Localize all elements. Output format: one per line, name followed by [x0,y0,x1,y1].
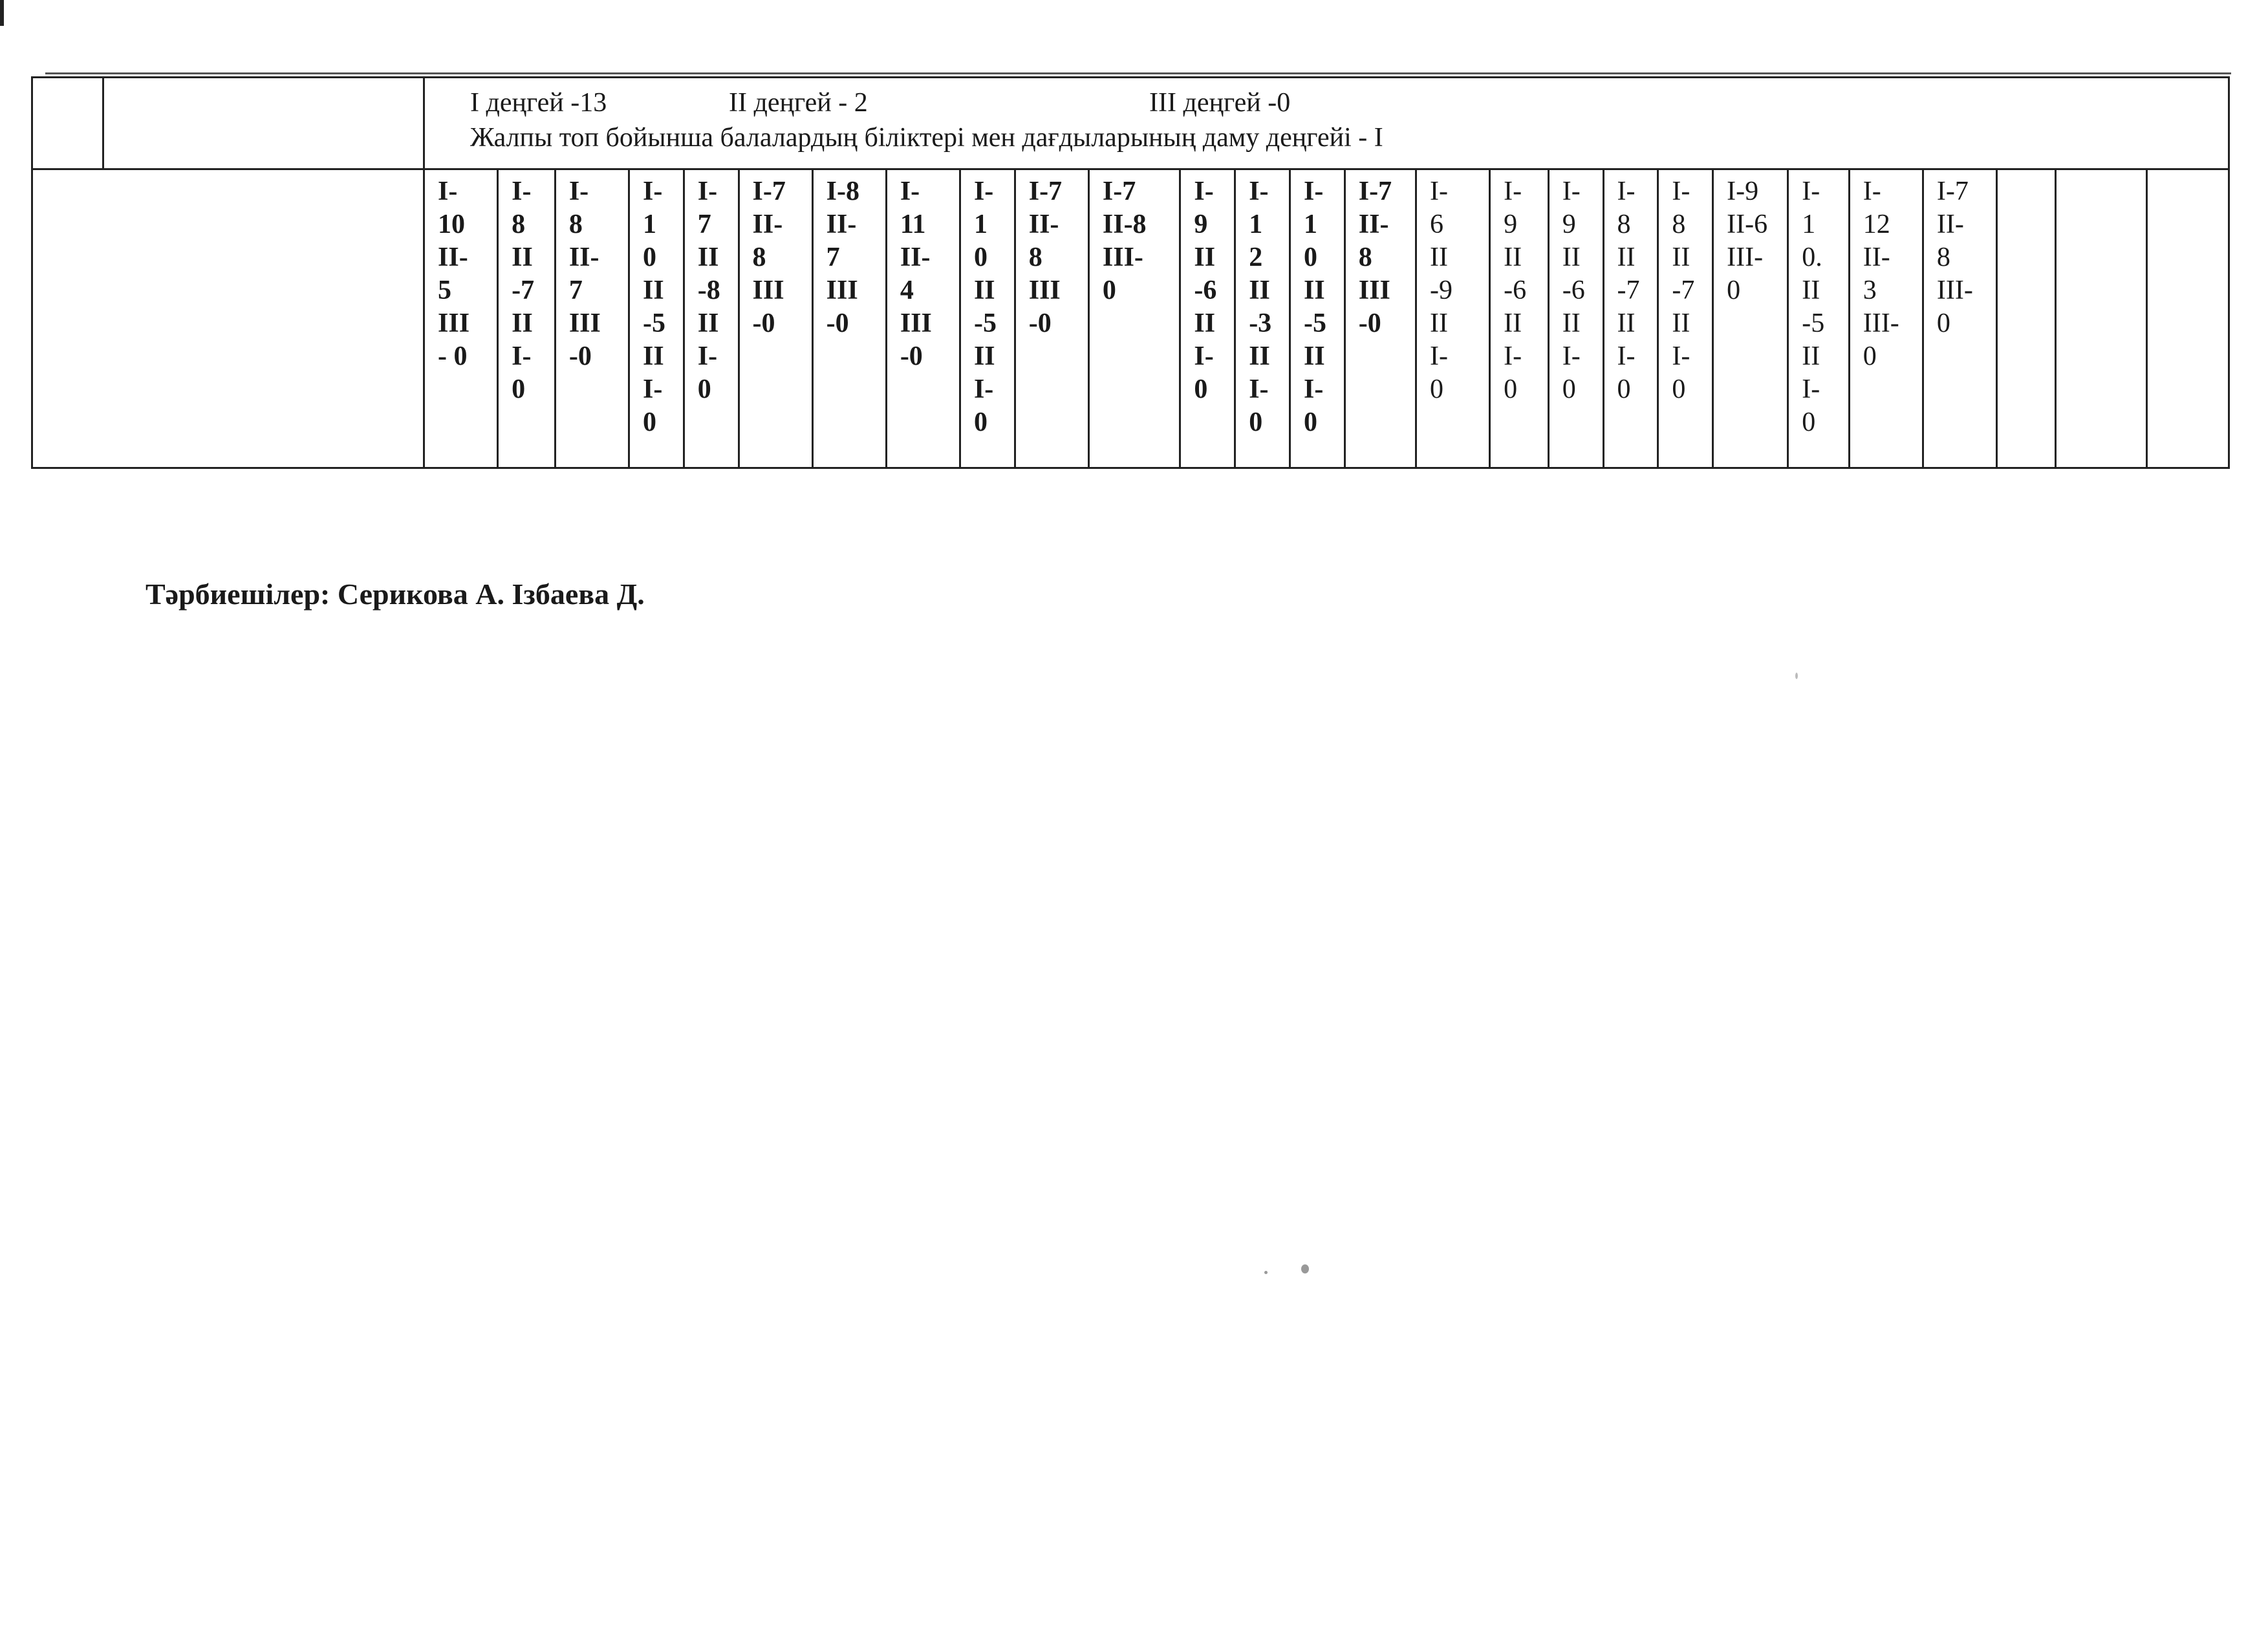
level-cell: І- 1 0 ІІ -5 ІІ І- 0 [1291,170,1346,467]
group-summary: Жалпы топ бойынша балалардың біліктері мен дағдыларының даму деңгейі - І [470,123,1383,153]
level-cell: І-7 ІІ- 8 ІІІ- 0 [1924,170,1998,467]
level-cell: І- 1 0 ІІ -5 ІІ І- 0 [961,170,1016,467]
level-cells [425,170,2228,467]
level-cell: І- 8 ІІ- 7 ІІІ -0 [556,170,630,467]
level-1-count: І деңгей -13 [470,88,607,118]
teachers-signature: Тәрбиешілер: Серикова А. Ізбаева Д. [146,578,645,611]
level-cell: І-7 ІІ- 8 ІІІ -0 [1346,170,1417,467]
level-3-count: ІІІ деңгей -0 [1149,88,1291,118]
page-rule [45,72,2231,74]
level-cell [2148,170,2228,467]
header-cell-levels [425,78,2228,168]
level-cell: І-9 ІІ-6 ІІІ- 0 [1714,170,1789,467]
level-2-count: ІІ деңгей - 2 [729,88,868,118]
level-cell: І- 8 ІІ -7 ІІ І- 0 [1659,170,1714,467]
scan-edge-mark [0,0,4,26]
table-header-row [31,76,2230,170]
level-cell: І- 6 ІІ -9 ІІ І- 0 [1417,170,1491,467]
table-data-row [31,170,2230,469]
scan-speck [1795,673,1798,679]
level-cell: І- 7 ІІ -8 ІІ І- 0 [685,170,740,467]
level-cell: І- 9 ІІ -6 ІІ І- 0 [1491,170,1550,467]
level-cell: І- 11 ІІ- 4 ІІІ -0 [887,170,961,467]
level-cell: І- 10 ІІ- 5 ІІІ - 0 [425,170,499,467]
level-cell: І- 1 0 ІІ -5 ІІ І- 0 [630,170,685,467]
level-cell: І- 12 ІІ- 3 ІІІ- 0 [1850,170,1924,467]
level-cell: І- 9 ІІ -6 ІІ І- 0 [1550,170,1604,467]
level-cell [2057,170,2148,467]
level-cell: І- 9 ІІ -6 ІІ І- 0 [1181,170,1236,467]
level-cell: І- 1 0. ІІ -5 ІІ І- 0 [1789,170,1850,467]
header-cell-number [33,78,104,168]
level-cell: І-8 ІІ- 7 ІІІ -0 [814,170,887,467]
level-cell [1998,170,2057,467]
level-cell: І- 8 ІІ -7 ІІ І- 0 [499,170,556,467]
header-cell-name [104,78,425,168]
scan-speck [1301,1264,1309,1273]
data-row-label-cell [33,170,425,467]
level-cell: І- 8 ІІ -7 ІІ І- 0 [1604,170,1659,467]
level-cell: І-7 ІІ- 8 ІІІ -0 [1016,170,1090,467]
level-cell: І-7 ІІ-8 ІІІ- 0 [1090,170,1182,467]
level-cell: І- 1 2 ІІ -3 ІІ І- 0 [1236,170,1291,467]
level-cell: І-7 ІІ- 8 ІІІ -0 [740,170,814,467]
scan-speck [1264,1271,1268,1274]
